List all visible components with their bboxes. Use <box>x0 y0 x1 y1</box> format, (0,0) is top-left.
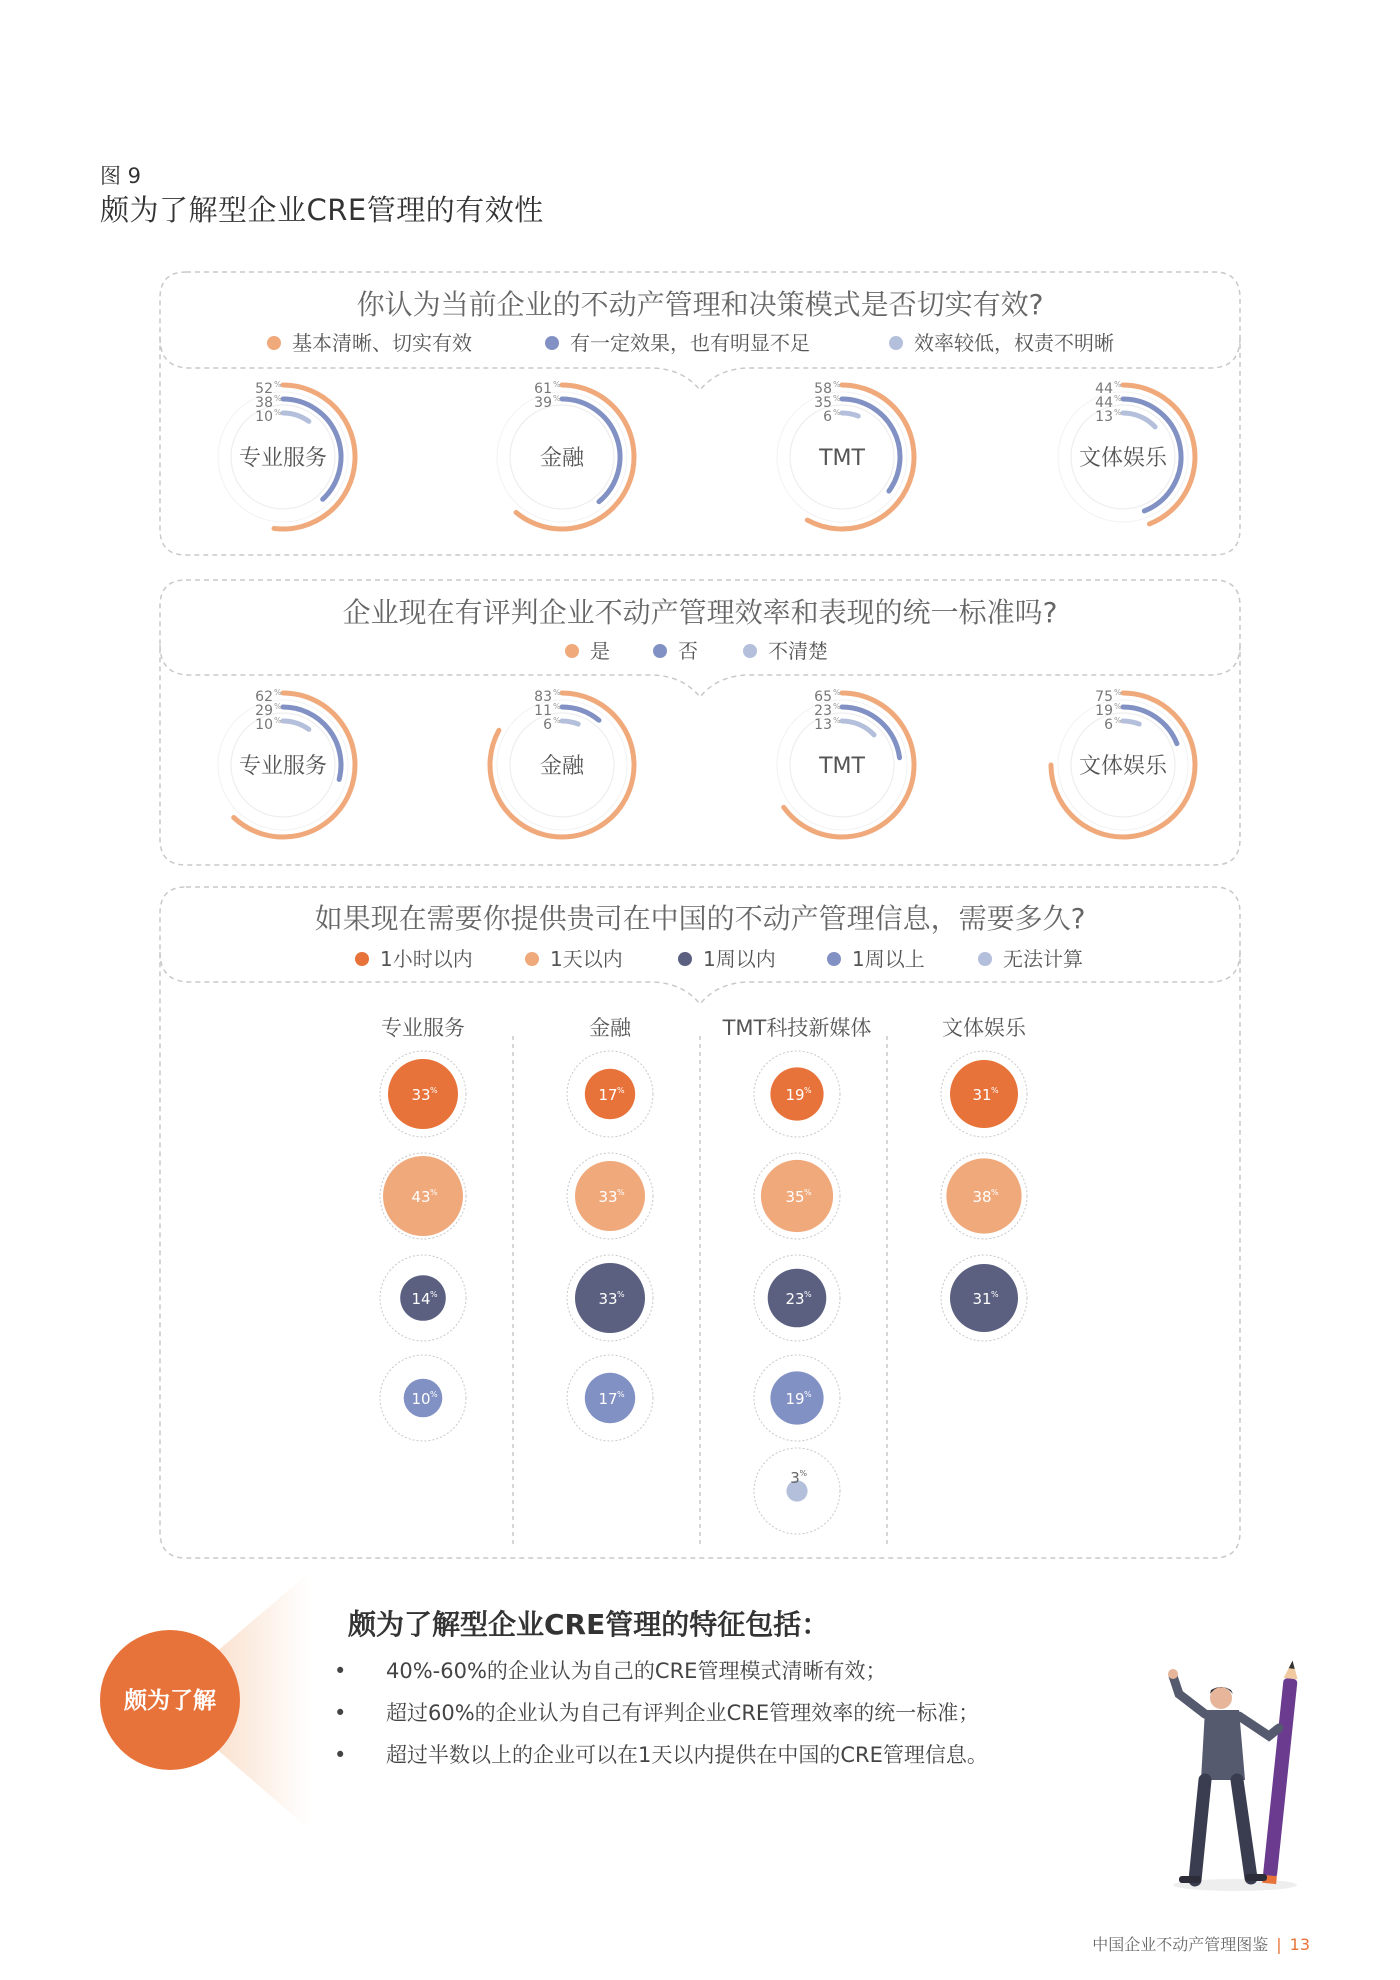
percent-sign: % <box>430 1390 438 1399</box>
ring-value-label: 62 <box>255 689 273 705</box>
percent-sign: % <box>833 702 841 711</box>
ring-value-label: 38 <box>255 395 273 411</box>
bubble <box>754 1448 840 1534</box>
legend-item <box>678 947 776 971</box>
footer-separator: | <box>1276 1935 1282 1954</box>
legend-swatch <box>267 336 281 350</box>
ring-value-label: 35 <box>814 395 832 411</box>
column-header: 金融 <box>589 1016 631 1040</box>
bubble-value-label: 17 <box>598 1086 618 1104</box>
ring-value-label: 44 <box>1095 395 1113 411</box>
ring-category-label: TMT <box>819 446 865 471</box>
bubble <box>754 1051 840 1137</box>
percent-sign: % <box>617 1390 625 1399</box>
bubble <box>941 1051 1027 1137</box>
ring-chart <box>1058 380 1195 524</box>
bullet-marker: • <box>334 1659 347 1683</box>
person-with-pencil-illustration <box>1168 1660 1300 1891</box>
legend-swatch <box>545 336 559 350</box>
ring-value-label: 23 <box>814 703 832 719</box>
percent-sign: % <box>430 1086 438 1095</box>
bubble-value-label: 17 <box>598 1390 618 1408</box>
bubble <box>754 1255 840 1341</box>
ring-chart <box>497 380 634 529</box>
legend-swatch <box>355 952 369 966</box>
percent-sign: % <box>804 1390 812 1399</box>
ring-category-label: 文体娱乐 <box>1078 754 1168 779</box>
page-number: 13 <box>1289 1935 1310 1954</box>
ring-value-label: 10 <box>255 409 273 425</box>
bubble-value-label: 31 <box>972 1290 992 1308</box>
figure-title: 颇为了解型企业CRE管理的有效性 <box>100 193 544 227</box>
ring-arc <box>1123 413 1155 427</box>
ring-value-label: 19 <box>1095 703 1113 719</box>
percent-sign: % <box>553 380 561 389</box>
ring-category-label: TMT <box>819 754 865 779</box>
legend-label: 基本清晰、切实有效 <box>292 331 472 355</box>
legend-label: 1周以内 <box>703 947 776 971</box>
legend-item <box>889 331 1114 355</box>
percent-sign: % <box>617 1290 625 1299</box>
legend-item <box>355 947 473 971</box>
bubble <box>941 1255 1027 1341</box>
percent-sign: % <box>1114 702 1122 711</box>
percent-sign: % <box>274 394 282 403</box>
ring-category-label: 专业服务 <box>238 754 328 779</box>
ring-arc <box>283 721 309 729</box>
percent-sign: % <box>553 702 561 711</box>
bubble-value-label: 23 <box>785 1290 805 1308</box>
ring-chart <box>490 688 634 837</box>
percent-sign: % <box>991 1188 999 1197</box>
bullet-marker: • <box>334 1701 347 1725</box>
panel-standard <box>160 580 1240 865</box>
bubble-value-label: 33 <box>598 1290 618 1308</box>
ring-value-label: 29 <box>255 703 273 719</box>
bubble <box>941 1153 1027 1239</box>
percent-sign: % <box>274 688 282 697</box>
bubble <box>567 1355 653 1441</box>
percent-sign: % <box>804 1086 812 1095</box>
panel-question: 你认为当前企业的不动产管理和决策模式是否切实有效? <box>356 288 1044 321</box>
percent-sign: % <box>991 1086 999 1095</box>
bubble-value-label: 31 <box>972 1086 992 1104</box>
legend-item <box>827 947 925 971</box>
percent-sign: % <box>430 1290 438 1299</box>
bubble <box>567 1051 653 1137</box>
percent-sign: % <box>833 716 841 725</box>
legend-label: 否 <box>678 639 698 663</box>
column-header: TMT科技新媒体 <box>722 1016 872 1040</box>
bubble <box>754 1153 840 1239</box>
percent-sign: % <box>274 408 282 417</box>
ring-value-label: 11 <box>534 703 552 719</box>
bubble <box>380 1051 466 1137</box>
ring-arc <box>283 413 309 421</box>
legend-swatch <box>565 644 579 658</box>
legend-swatch <box>827 952 841 966</box>
legend-swatch <box>978 952 992 966</box>
percent-sign: % <box>553 688 561 697</box>
ring-value-label: 13 <box>1095 409 1113 425</box>
ring-arc <box>842 413 858 416</box>
percent-sign: % <box>799 1469 808 1478</box>
summary-item: • 超过60%的企业认为自己有评判企业CRE管理效率的统一标准； <box>340 1692 988 1734</box>
legend-item <box>978 947 1083 971</box>
percent-sign: % <box>1114 688 1122 697</box>
column-header: 文体娱乐 <box>942 1016 1026 1040</box>
ring-chart <box>1051 688 1195 837</box>
legend-item <box>525 947 623 971</box>
summary-list <box>334 1650 988 1776</box>
bullet-marker: • <box>334 1743 347 1767</box>
ring-value-label: 52 <box>255 381 273 397</box>
ring-arc <box>842 721 874 735</box>
page-footer <box>1092 1932 1310 1955</box>
percent-sign: % <box>1114 394 1122 403</box>
legend-item <box>545 331 810 355</box>
bubble <box>380 1153 466 1239</box>
bubble <box>380 1355 466 1441</box>
ring-value-label: 65 <box>814 689 832 705</box>
legend-item <box>565 639 610 663</box>
legend-label: 不清楚 <box>768 639 828 663</box>
bubble-value-label: 3 <box>790 1469 800 1487</box>
percent-sign: % <box>991 1290 999 1299</box>
ring-value-label: 83 <box>534 689 552 705</box>
bubble-value-label: 38 <box>972 1188 992 1206</box>
ring-chart <box>218 688 355 837</box>
bubble-value-label: 19 <box>785 1390 805 1408</box>
bubble-value-label: 33 <box>411 1086 431 1104</box>
panel-question: 如果现在需要你提供贵司在中国的不动产管理信息，需要多久? <box>314 902 1086 935</box>
percent-sign: % <box>804 1290 812 1299</box>
percent-sign: % <box>274 716 282 725</box>
ring-arc <box>562 721 578 724</box>
ring-value-label: 75 <box>1095 689 1113 705</box>
bubble <box>567 1153 653 1239</box>
percent-sign: % <box>553 394 561 403</box>
ring-value-label: 13 <box>814 717 832 733</box>
panel-question: 企业现在有评判企业不动产管理效率和表现的统一标准吗? <box>342 596 1058 629</box>
ring-value-label: 10 <box>255 717 273 733</box>
bubble-value-label: 14 <box>411 1290 431 1308</box>
footer-text: 中国企业不动产管理图鉴 <box>1092 1935 1269 1954</box>
percent-sign: % <box>833 408 841 417</box>
bubble-value-label: 19 <box>785 1086 805 1104</box>
bubble <box>380 1255 466 1341</box>
percent-sign: % <box>617 1188 625 1197</box>
bubble-value-label: 10 <box>411 1390 431 1408</box>
legend-label: 是 <box>590 639 610 663</box>
legend-label: 1天以内 <box>550 947 623 971</box>
ring-category-label: 文体娱乐 <box>1078 446 1168 471</box>
bubble-value-label: 33 <box>598 1188 618 1206</box>
legend-swatch <box>743 644 757 658</box>
column-header: 专业服务 <box>381 1016 465 1040</box>
percent-sign: % <box>617 1086 625 1095</box>
summary-badge-text: 颇为了解 <box>124 1688 216 1714</box>
summary-title: 颇为了解型企业CRE管理的特征包括： <box>348 1608 830 1641</box>
percent-sign: % <box>1114 408 1122 417</box>
ring-value-label: 39 <box>534 395 552 411</box>
percent-sign: % <box>1114 716 1122 725</box>
bubble-value-label: 43 <box>411 1188 431 1206</box>
ring-category-label: 专业服务 <box>238 446 328 471</box>
ring-value-label: 58 <box>814 381 832 397</box>
legend-item <box>653 639 698 663</box>
summary-item: • 40%-60%的企业认为自己的CRE管理模式清晰有效； <box>340 1650 988 1692</box>
percent-sign: % <box>274 380 282 389</box>
percent-sign: % <box>833 394 841 403</box>
percent-sign: % <box>833 380 841 389</box>
ring-value-label: 6 <box>1104 717 1113 733</box>
figure-label: 图 9 <box>100 164 142 188</box>
legend-swatch <box>525 952 539 966</box>
panel-effectiveness <box>160 272 1240 555</box>
legend-label: 效率较低，权责不明晰 <box>914 331 1114 355</box>
percent-sign: % <box>430 1188 438 1197</box>
percent-sign: % <box>274 702 282 711</box>
legend-item <box>267 331 472 355</box>
ring-arc <box>1123 721 1139 724</box>
percent-sign: % <box>1114 380 1122 389</box>
ring-chart <box>777 380 914 529</box>
legend-label: 1小时以内 <box>380 947 473 971</box>
bubble-value-label: 35 <box>785 1188 805 1206</box>
ring-value-label: 61 <box>534 381 552 397</box>
legend-swatch <box>678 952 692 966</box>
legend-label: 无法计算 <box>1003 947 1083 971</box>
summary-item: • 超过半数以上的企业可以在1天以内提供在中国的CRE管理信息。 <box>340 1734 988 1776</box>
ring-value-label: 6 <box>543 717 552 733</box>
summary-art <box>100 1572 310 1830</box>
legend-item <box>743 639 828 663</box>
ring-category-label: 金融 <box>539 446 585 471</box>
legend-swatch <box>653 644 667 658</box>
ring-chart <box>218 380 355 529</box>
ring-value-label: 44 <box>1095 381 1113 397</box>
legend-label: 1周以上 <box>852 947 925 971</box>
bubble <box>567 1255 653 1341</box>
panel-info-time <box>160 887 1240 1558</box>
percent-sign: % <box>833 688 841 697</box>
legend-swatch <box>889 336 903 350</box>
bubble <box>754 1355 840 1441</box>
ring-chart <box>777 688 914 837</box>
percent-sign: % <box>553 716 561 725</box>
ring-category-label: 金融 <box>539 754 585 779</box>
percent-sign: % <box>804 1188 812 1197</box>
legend-label: 有一定效果，也有明显不足 <box>570 331 810 355</box>
ring-value-label: 6 <box>823 409 832 425</box>
